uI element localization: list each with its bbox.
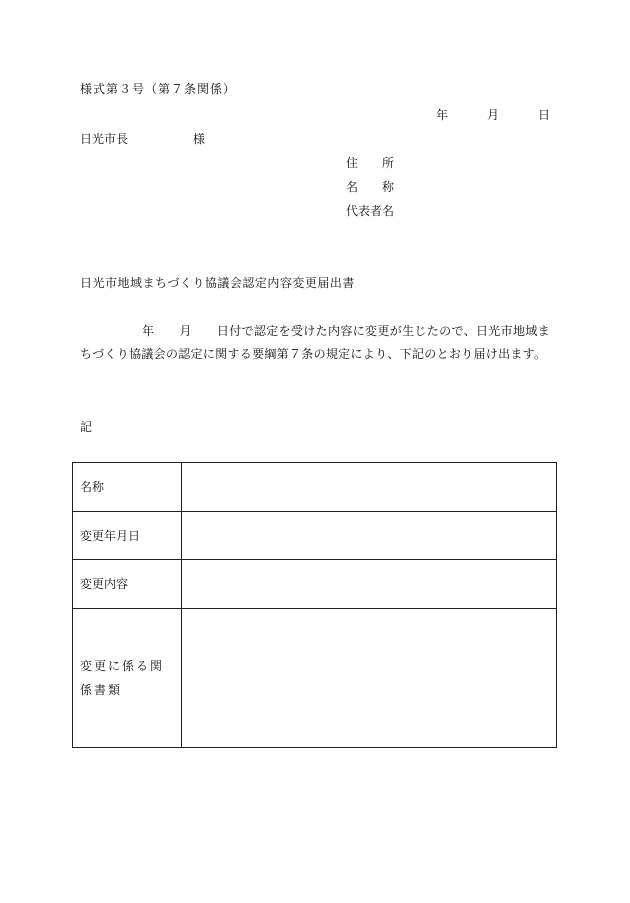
date-year-label: 年 xyxy=(436,108,449,122)
table-row xyxy=(73,463,557,512)
addressee-name: 日光市長 xyxy=(80,132,129,146)
table-row xyxy=(73,512,557,560)
body-month-label: 月 xyxy=(179,324,192,338)
table-label-related-documents: 変更に係る関係書類 xyxy=(73,609,182,748)
table-label-name: 名称 xyxy=(73,463,182,512)
addressee-honorific: 様 xyxy=(193,132,206,146)
table-label-change-content: 変更内容 xyxy=(73,560,182,609)
table-value-change-date[interactable] xyxy=(182,512,557,560)
table-value-name[interactable] xyxy=(182,463,557,512)
date-month-label: 月 xyxy=(487,108,500,122)
body-paragraph xyxy=(80,320,550,366)
table-value-change-content[interactable] xyxy=(182,560,557,609)
table-row xyxy=(73,609,557,748)
details-table xyxy=(72,462,557,748)
table-label-change-date: 変更年月日 xyxy=(73,512,182,560)
form-number: 様式第３号（第７条関係） xyxy=(80,82,237,96)
ki-heading: 記 xyxy=(80,420,93,434)
body-text: 日付で認定を受けた内容に変更が生じたので、日光市地域まちづくり協議会の認定に関する要綱第７条の規定により、下記のとおり届け出ます。 xyxy=(80,324,550,361)
date-day-label: 日 xyxy=(538,108,551,122)
applicant-name-label: 名 称 xyxy=(346,180,395,194)
body-year-label: 年 xyxy=(142,324,155,338)
applicant-representative-label: 代表者名 xyxy=(346,204,395,218)
table-value-related-documents[interactable] xyxy=(182,609,557,748)
applicant-address-label: 住 所 xyxy=(346,156,395,170)
table-row xyxy=(73,560,557,609)
document-title: 日光市地域まちづくり協議会認定内容変更届出書 xyxy=(80,276,355,290)
